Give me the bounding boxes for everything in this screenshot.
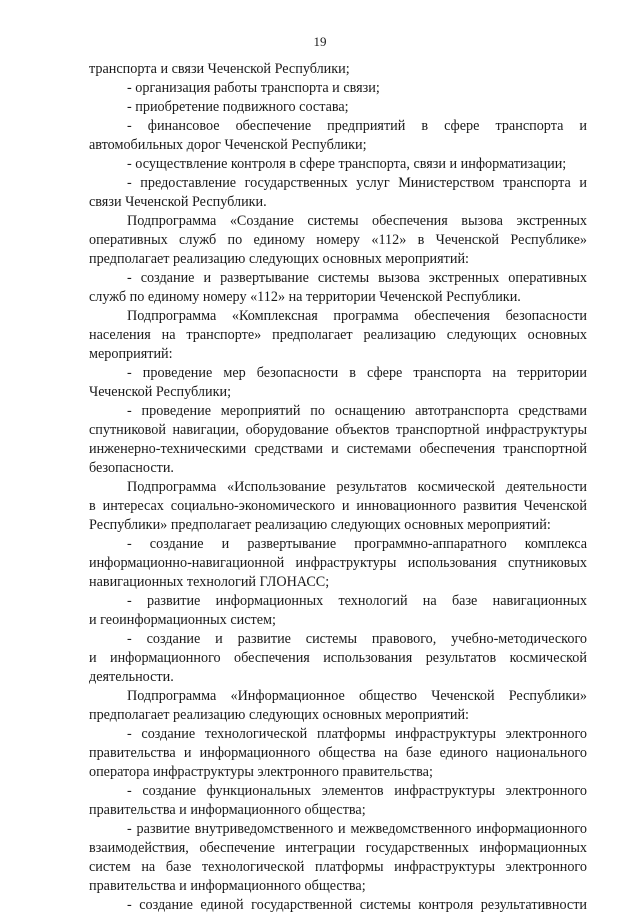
page-number: 19: [313, 34, 327, 49]
text-line: - создание технологической платформы инфраструктуры электронного: [127, 726, 587, 742]
text-line: взаимодействия, обеспечение интеграции государственных информационных: [89, 840, 587, 856]
document-body: [89, 60, 587, 915]
text-line: правительства и информационного общества;: [89, 878, 366, 894]
text-line: и информационного обеспечения использования результатов космической: [89, 650, 587, 666]
text-line: - проведение мер безопасности в сфере транспорта на территории: [127, 365, 587, 381]
text-line: Республики» предполагает реализацию следующих основных мероприятий:: [89, 517, 551, 533]
text-line: Подпрограмма «Создание системы обеспечения вызова экстренных: [127, 213, 587, 229]
text-line: - развитие внутриведомственного и межведомственного информационного: [127, 821, 587, 837]
text-line: - организация работы транспорта и связи;: [127, 80, 380, 96]
text-line: связи Чеченской Республики.: [89, 194, 267, 210]
text-line: Подпрограмма «Комплексная программа обеспечения безопасности: [127, 308, 587, 324]
text-line: Подпрограмма «Использование результатов космической деятельности: [127, 479, 587, 495]
text-line: - создание и развертывание системы вызова экстренных оперативных: [127, 270, 587, 286]
text-line: правительства и информационного общества;: [89, 802, 366, 818]
text-line: инженерно-техническими средствами и системами обеспечения транспортной: [89, 441, 587, 457]
text-line: - создание функциональных элементов инфраструктуры электронного: [127, 783, 587, 799]
text-line: - развитие информационных технологий на базе навигационных: [127, 593, 587, 609]
text-line: в интересах социально-экономического и инновационного развития Чеченской: [89, 498, 587, 514]
text-line: оператора инфраструктуры электронного правительства;: [89, 764, 433, 780]
text-line: систем на базе технологической платформы инфраструктуры электронного: [89, 859, 587, 875]
text-line: правительства и информационного общества на базе единого национального: [89, 745, 587, 761]
text-line: деятельности.: [89, 669, 174, 685]
text-line: - проведение мероприятий по оснащению автотранспорта средствами: [127, 403, 587, 419]
text-line: - создание единой государственной системы контроля результативности: [127, 897, 587, 913]
text-line: мероприятий:: [89, 346, 173, 362]
text-line: населения на транспорте» предполагает реализацию следующих основных: [89, 327, 587, 343]
text-line: информационно-навигационной инфраструктуры использования спутниковых: [89, 555, 587, 571]
text-line: - приобретение подвижного состава;: [127, 99, 349, 115]
text-line: навигационных технологий ГЛОНАСС;: [89, 574, 330, 590]
text-line: спутниковой навигации, оборудование объектов транспортной инфраструктуры: [89, 422, 587, 438]
text-line: Подпрограмма «Информационное общество Чеченской Республики»: [127, 688, 587, 704]
text-line: предполагает реализацию следующих основных мероприятий:: [89, 707, 469, 723]
text-line: автомобильных дорог Чеченской Республики;: [89, 137, 367, 153]
text-line: - создание и развитие системы правового, учебно-методического: [127, 631, 587, 647]
text-line: предполагает реализацию следующих основных мероприятий:: [89, 251, 469, 267]
text-line: - осуществление контроля в сфере транспорта, связи и информатизации;: [127, 156, 567, 172]
text-line: - создание и развертывание программно-аппаратного комплекса: [127, 536, 587, 552]
text-line: Чеченской Республики;: [89, 384, 232, 400]
text-line: - финансовое обеспечение предприятий в сфере транспорта и: [127, 118, 587, 134]
text-line: оперативных служб по единому номеру «112» в Чеченской Республике»: [89, 232, 587, 248]
text-line: транспорта и связи Чеченской Республики;: [89, 61, 350, 77]
text-line: служб по единому номеру «112» на территории Чеченской Республики.: [89, 289, 521, 305]
text-line: и геоинформационных систем;: [89, 612, 276, 628]
text-line: безопасности.: [89, 460, 174, 476]
text-line: - предоставление государственных услуг Министерством транспорта и: [127, 175, 587, 191]
